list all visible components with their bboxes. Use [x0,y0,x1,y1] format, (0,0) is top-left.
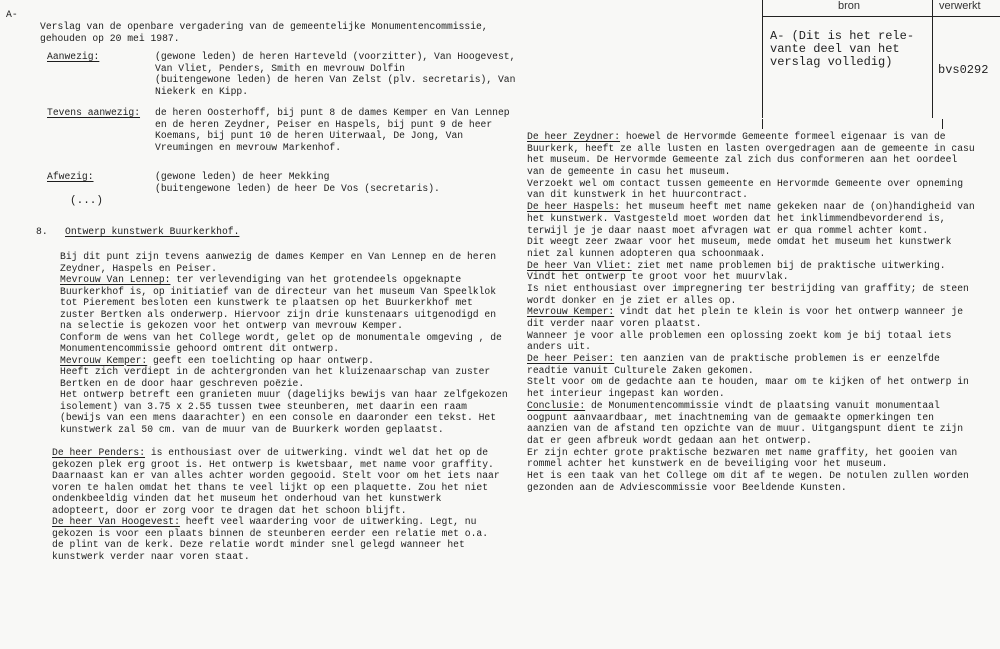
statement-line [527,260,975,272]
statement-line: Verzoekt wel om contact tussen gemeente en Hervormde Gemeente over opneming [527,177,964,189]
statement-line: wordt donker en je ziet er alles op. [527,294,737,306]
statement-line: gezonden aan de Adviescommissie voor Beeldende Kunsten. [527,481,847,493]
attendance-names [155,51,515,97]
statement-line: Daarnaast kan er van alles achter worden gegooid. Stelt voor om het iets naar [52,470,500,481]
intro-line: Bij dit punt zijn tevens aanwezig de dames Kemper en Van Lennep en de heren [60,251,497,262]
speaker-label: Mevrouw Kemper: [527,306,615,318]
attendance-names [155,107,510,153]
statement-line: aanzien van de afstand ten opzichte van de muur. Uitgangspunt dient te zijn [527,423,964,435]
statement-line: Er zijn echter grote praktische bezwaren met name graffity, het gooien van [527,446,958,458]
section-body-continued [52,447,500,562]
statement-line: na selectie is gekozen voor het ontwerp van mevrouw Kemper. [60,320,403,331]
statement-line: Het is een taak van het College om dit af te wegen. De notulen zullen worden [527,469,969,481]
speaker-label: De heer Haspels: [527,201,621,213]
statement-line: van dit kunstwerk in het huurcontract. [527,189,748,201]
statement-line [60,355,508,367]
statement-line: Bertken en de door haar geschreven poëzie. [60,377,305,389]
section-body [60,251,508,435]
statement-line: kunstwerk verder naar voren staat. [52,550,250,562]
statement-line: niet zal kunnen adopteren qua schoonmaak. [527,247,766,259]
statement-line: Vindt het ontwerp te groot voor het muurvlak. [527,271,789,283]
attendance-label: Afwezig: [47,171,94,182]
attendance-line: (gewone leden) de heer Mekking [155,171,330,182]
statement-line: het interieur ingepast kan worden. [527,388,725,400]
speaker-label: De heer Zeydner: [527,131,621,142]
statement-line: Is niet enthousiast over impregnering ter bestrijding van graffity; de steen [527,282,969,294]
statement-text: ter verlevendiging van het grotendeels opgeknapte [170,274,462,285]
statement-line: tot Pierement besloten een kunstwerk te plaatsen op het Buurkerkhof met [60,297,473,308]
statement-line: kunstwerk zal 50 cm. van de muur van de Buurkerk worden geplaatst. [60,423,444,435]
table-cell-source-note: A- (Dit is het rele- vante deel van het verslag volledig) [770,29,915,69]
attendance-names [155,171,440,194]
statement-line: Het ontwerp betreft een granieten muur (dagelijks bewijs van haar zelfgekozen [60,389,508,400]
statement-text: hoewel de Hervormde Gemeente formeel eigenaar is van de [620,131,946,142]
statement-line: Monumentencommissie gehoord omtrent dit ontwerp. [60,343,340,354]
statement-line: oogpunt aanvaardbaar, met inachtneming van de gemaakte opmerkingen ten [527,411,934,423]
statement-line: ondenkbeeldig vinden dat het museum het onderhoud van het kunstwerk [52,493,442,504]
attendance-line: Niekerk en Kipp. [155,85,249,97]
statement-line [52,447,500,459]
header-line: Verslag van de openbare vergadering van de gemeentelijke Monumentencommissie, [40,21,488,32]
attendance-label: Tevens aanwezig: [47,107,141,118]
source-table [762,0,1000,118]
statement-line: het museum. De Hervormde Gemeente zal zich dus conformeren aan het oordeel [527,154,958,166]
document-marker: A- [6,9,18,20]
attendance-line: de heren Oosterhoff, bij punt 8 de dames Kemper en Van Lennep [155,107,510,118]
speaker-label: Mevrouw Van Lennep: [60,274,171,285]
statement-text: geeft een toelichting op haar ontwerp. [147,354,374,366]
omission-ellipsis: (...) [70,195,104,207]
statement-line: Dit weegt zeer zwaar voor het museum, mede omdat het museum het kunstwerk [527,236,952,248]
statement-line: zuster Bertken als onderwerp. Hiervoor zijn drie kunstenaars uitgenodigd en [60,308,497,320]
speaker-label: Mevrouw Kemper: [60,354,148,366]
statement-line [527,201,975,213]
statement-line [527,131,975,143]
statement-line: isolement) van 3.75 x 2.55 tussen twee steunberen, met daarin een raam [60,400,467,412]
statement-line: Conform de wens van het College wordt, gelet op de monumentale omgeving , de [60,331,502,343]
section-title: Ontwerp kunstwerk Buurkerkhof. [65,226,240,237]
attendance-line: (buitengewone leden) de heren Van Zelst (plv. secretaris), Van [155,74,516,85]
report-header [40,21,488,44]
statement-line: Wanneer je voor alle problemen een oplossing zoekt kom je bij totaal iets [527,329,952,341]
statement-line [60,274,508,286]
statement-line: rommel achter het kunstwerk en de beveiliging voor het museum. [527,458,888,470]
attendance-label: Aanwezig: [47,51,100,62]
attendance-line: en de heren Zeydner, Peiser en Haspels, bij punt 9 de heer [155,118,493,130]
statement-text: de Monumentencommissie vindt de plaatsing vanuit monumentaal [585,399,940,411]
attendance-line: Van Vliet, Penders, Smith en mevrouw Dolfin [155,62,405,74]
statement-line: van de gemeente in casu het museum. [527,166,731,178]
statement-line: voren te halen omdat het thans te veel lijkt op een plaquette. Zou het niet [52,481,489,493]
statement-line: Buurkerkhof is, op initiatief van de directeur van het museum Van Speelklok [60,285,497,297]
statement-line: Buurkerk, heeft ze alle lusten en lasten overgedragen aan de gemeente in casu [527,142,975,154]
statement-text: vindt dat het plein te klein is voor het ontwerp wanneer je [614,306,964,318]
section-body-right-column [527,131,975,493]
statement-line: dat er geen afbreuk wordt gedaan aan het ontwerp. [527,434,812,446]
statement-line: de plint van de kerk. Deze relatie wordt minder snel gelegd wanneer het [52,539,465,550]
section-number: 8. [36,226,48,237]
statement-line: terwijl je je daar naast moet afvragen wat er qua rommel achter komt. [527,224,929,236]
statement-line: gekozen is voor een plaats binnen de steunberen eerder een relatie met o.a. [52,527,489,539]
header-line: gehouden op 20 mei 1987. [40,32,180,44]
attendance-line: (buitengewone leden) de heer De Vos (secretaris). [155,182,440,194]
attendance-list [0,51,520,211]
statement-text: ziet met name problemen bij de praktische uitwerking. [631,259,946,271]
speaker-label: De heer Peiser: [527,353,615,365]
statement-line: adopteert, door er zorg voor te dragen dat het schoon blijft. [52,504,407,516]
table-cell-processed-code: bvs0292 [938,63,989,77]
attendance-line: Koemans, bij punt 10 de heren Uiterwaal, De Jong, Van [155,130,464,141]
statement-line: readtie vanuit Culturele Zaken gekomen. [527,364,754,376]
table-tick-mark [942,119,943,129]
statement-line: anders uit. [527,341,591,353]
table-tick-mark [762,119,763,129]
statement-text: heeft veel waardering voor de uitwerking. Legt, nu [179,516,477,527]
attendance-line: (gewone leden) de heren Harteveld (voorzitter), Van Hoogevest, [155,51,516,62]
statement-line: (bewijs van een mens daarachter) en een console en daaronder een tekst. Het [60,412,497,423]
speaker-label: Conclusie: [527,399,586,411]
statement-line: dit verder naar voren plaatst. [527,318,702,329]
statement-text: het museum heeft met name gekeken naar de (on)handigheid van [620,201,975,213]
table-header-processed: verwerkt [939,0,981,12]
statement-line: Stelt voor om de gedachte aan te houden, maar om te kijken of het ontwerp in [527,376,969,388]
speaker-label: De heer Van Vliet: [527,259,632,271]
statement-text: is enthousiast over de uitwerking. vindt wel dat het op de [145,447,489,458]
statement-line: gekozen plek erg groot is. Het ontwerp is kwetsbaar, met name voor graffity. [52,458,494,470]
speaker-label: De heer Penders: [52,447,146,458]
statement-line [527,306,975,318]
attendance-line: Vreumingen en mevrouw Markenhof. [155,141,342,153]
statement-line: het kunstwerk. Vastgesteld moet worden dat het inklimmendbevorderend is, [527,212,946,224]
intro-line: Zeydner, Haspels en Peiser. [60,262,217,274]
statement-line [527,353,975,365]
speaker-label: De heer Van Hoogevest: [52,516,180,527]
statement-text: ten aanzien van de praktische problemen is er eenzelfde [614,353,940,365]
statement-line [527,400,975,412]
statement-line [52,516,500,528]
statement-line: Heeft zich verdiept in de achtergronden van het kluizenaarschap van zuster [60,366,491,377]
table-header-source: bron [838,0,861,12]
